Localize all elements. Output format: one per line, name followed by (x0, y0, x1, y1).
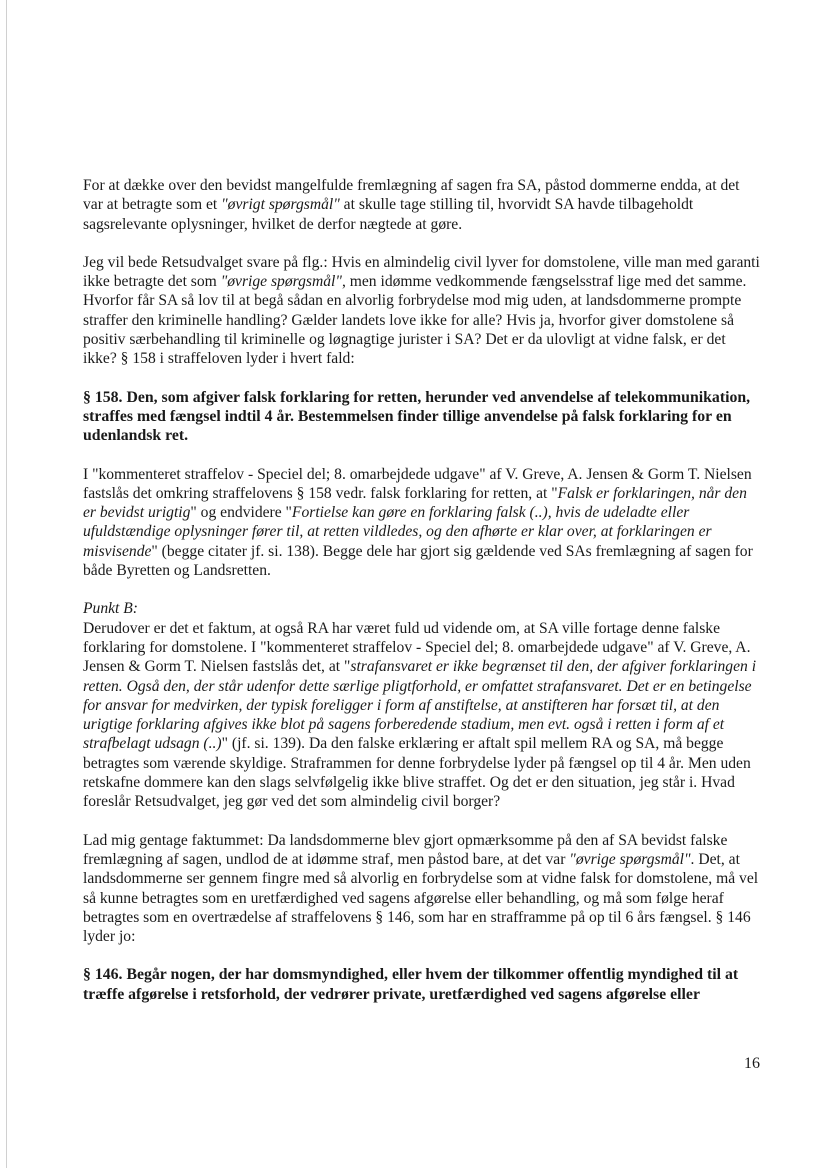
paragraph-3 (83, 465, 763, 581)
text: " og endvidere " (190, 504, 292, 522)
page-number: 16 (744, 1055, 760, 1072)
text: Lad mig gentage faktummet: Da landsdommerne blev gjort opmærksomme på den af SA bevidst falske fremlægning af sagen, undlod de at idømme straf, men påstod bare, at det var (83, 831, 728, 868)
document-body (83, 176, 763, 1023)
paragraph-1 (83, 176, 763, 234)
scan-edge-line (6, 0, 7, 1168)
text: , men idømme vedkommende fængselsstraf lige med det samme. Hvorfor får SA så lov til at begå sådan en alvorlig forbrydelse mod mig uden, at landsdommerne prompte straffer den kriminelle handling? Gælder landets love ikke for alle? Hvis ja, hvorfor giver domstolene så positiv særbehandling til kriminelle og løgnagtige jurister i SA? Det er da ulovligt at vidne falsk, er det ikke? § 158 i straffeloven lyder i hvert fald: (83, 273, 747, 368)
section-heading: Punkt B: (83, 600, 138, 618)
text: Jeg vil bede Retsudvalget svare på flg.: Hvis en almindelig civil lyver for domstolene, ville man med garanti ikke betragte det som (83, 253, 760, 291)
law-158-quote: § 158. Den, som afgiver falsk forklaring for retten, herunder ved anvendelse af telekommunikation, straffes med fængsel indtil 4 år. Bestemmelsen finder tillige anvendelse på falsk forklaring for en udenlandsk ret. (83, 388, 751, 445)
quote: Falsk er forklaringen, når den er bevidst urigtig (83, 484, 747, 522)
text: at skulle tage stilling til, hvorvidt SA havde tilbageholdt sagsrelevante oplysninger, hvilket de derfor nægtede at gøre. (83, 196, 694, 233)
text: Derudover er det et faktum, at også RA har været fuld ud vidende om, at SA ville fortage denne falske forklaring for domstolene. I "kommenteret straffelov - Speciel del; 8. omarbejdede udgave" af V. Greve, A. Jensen & Gorm T. Nielsen fastslås det, at " (83, 619, 751, 676)
quote: strafansvaret er ikke begrænset til den, der afgiver forklaringen i retten. Også den, der står udenfor dette særlige pligtforhold, er omfattet strafansvaret. Det er en betingelse for ansvar for medvirken, der typisk foreligger i form af anstiftelse, at anstifteren har forsæt til, at den urigtige forklaring afgives ikke blot på sagens forberedende stadium, men evt. også i retten i form af et strafbelagt udsagn (..) (83, 658, 757, 753)
paragraph-2 (83, 253, 763, 369)
paragraph-5 (83, 831, 763, 947)
text: For at dække over den bevidst mangelfulde fremlægning af sagen fra SA, påstod dommerne endda, at det var at betragte som et (83, 177, 740, 214)
quote: "øvrigt spørgsmål" (221, 196, 340, 214)
text: I "kommenteret straffelov - Speciel del; 8. omarbejdede udgave" af V. Greve, A. Jensen & Gorm T. Nielsen fastslås det omkring straffelovens § 158 vedr. falsk forklaring for retten, at " (83, 465, 752, 502)
text: " (begge citater jf. si. 138). Begge dele har gjort sig gældende ved SAs fremlægning af sagen for både Byretten og Landsretten. (83, 542, 753, 580)
paragraph-4 (83, 599, 763, 811)
text: " (jf. si. 139). Da den falske erklæring er aftalt spil mellem RA og SA, må begge betragtes som værende skyldige. Straframmen for denne forbrydelse lyder på fængsel op til 4 år. Men uden retskafne dommere kan den slags selvfølgelig ikke blive straffet. Og det er den situation, jeg står i. Hvad foreslår Retsudvalget, jeg gør ved det som almindelig civil borger? (83, 735, 751, 811)
quote: Fortielse kan gøre en forklaring falsk (..), hvis de udeladte eller ufuldstændige oplysninger fører til, at retten vildledes, og den afhørte er klar over, at forklaringen er misvisende (83, 504, 712, 560)
text: . Det, at landsdommerne ser gennem fingre med så alvorlig en forbrydelse som at vidne falsk for domstolene, må vel så kunne betragtes som en uretfærdighed ved sagens afgørelse eller behandling, og må som følge heraf betragtes som en overtrædelse af straffelovens § 146, som har en strafframme på op til 6 års fængsel. § 146 lyder jo: (83, 850, 759, 946)
quote: "øvrige spørgsmål" (220, 273, 342, 291)
quote: "øvrige spørgsmål" (569, 850, 691, 868)
law-146-quote: § 146. Begår nogen, der har domsmyndighed, eller hvem der tilkommer offentlig myndighed til at træffe afgørelse i retsforhold, der vedrører private, uretfærdighed ved sagens afgørelse eller (83, 966, 739, 1003)
